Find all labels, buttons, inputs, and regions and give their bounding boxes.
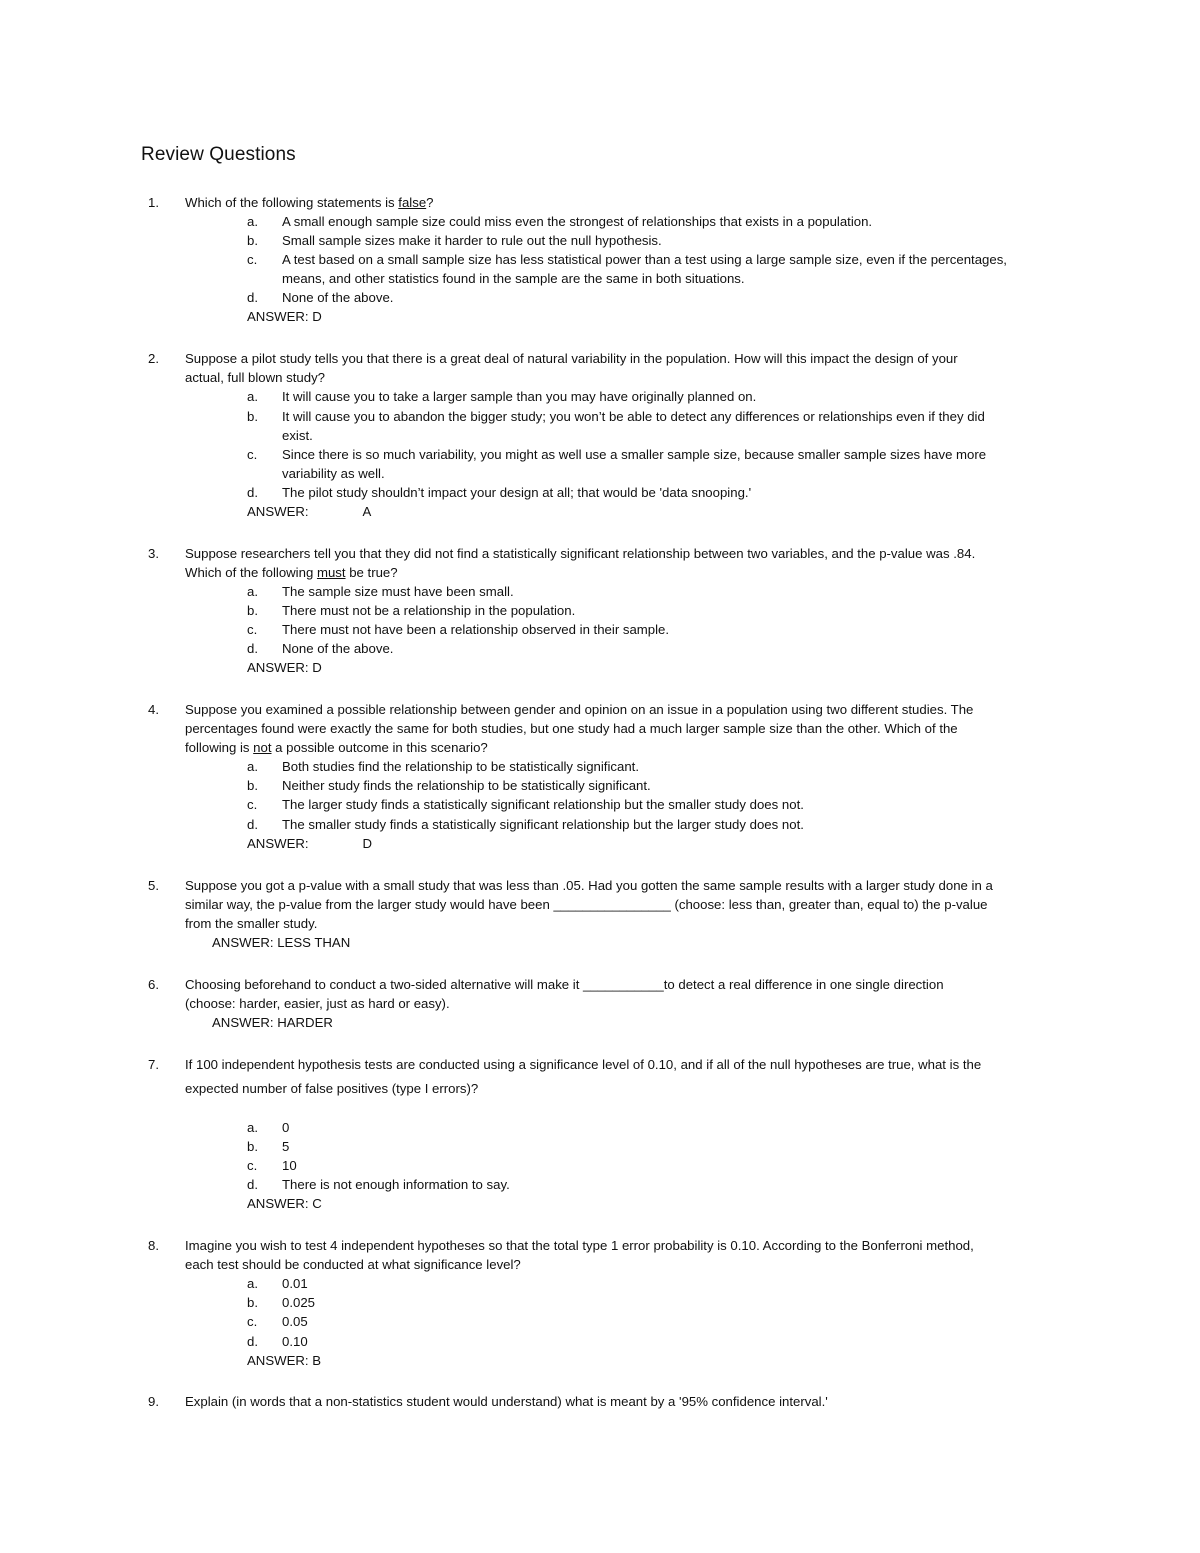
question-text: Which of the following statements is false? (185, 195, 434, 210)
option-text: A test based on a small sample size has less statistical power than a test using a large sample size, even if the percentages, (282, 252, 1007, 267)
option-label: b. (247, 409, 258, 424)
question-text: (choose: harder, easier, just as hard or easy). (185, 996, 450, 1011)
option-label: c. (247, 447, 258, 462)
option-label: c. (247, 1158, 258, 1173)
option-text: 0.01 (282, 1276, 308, 1291)
question-text: Suppose you got a p-value with a small study that was less than .05. Had you gotten the same sample results with a larger study done in a (185, 878, 993, 893)
option-text: Neither study finds the relationship to be statistically significant. (282, 778, 651, 793)
question-text: from the smaller study. (185, 916, 318, 931)
question-number: 2. (148, 351, 159, 366)
answer-line: ANSWER: C (247, 1196, 322, 1211)
option-text: The sample size must have been small. (282, 584, 514, 599)
option-label: c. (247, 252, 258, 267)
question-number: 9. (148, 1394, 159, 1409)
option-label: a. (247, 1120, 258, 1135)
question-text: actual, full blown study? (185, 370, 326, 385)
answer-line: ANSWER: HARDER (212, 1015, 333, 1030)
answer-line: ANSWER: A (247, 504, 372, 519)
option-label: a. (247, 389, 258, 404)
emphasis-underline: must (316, 565, 346, 580)
question-number: 3. (148, 546, 159, 561)
option-label: b. (247, 233, 258, 248)
option-label: a. (247, 1276, 258, 1291)
question-number: 4. (148, 702, 159, 717)
option-label: d. (247, 641, 258, 656)
option-text: 0.10 (282, 1334, 308, 1349)
option-text: 0.05 (282, 1314, 308, 1329)
page-title: Review Questions (141, 144, 296, 165)
question-text: If 100 independent hypothesis tests are conducted using a significance level of 0.10, and if all of the null hypotheses are true, what is the (185, 1057, 982, 1072)
emphasis-underline: false (398, 195, 427, 210)
question-text: Suppose you examined a possible relationship between gender and opinion on an issue in a population using two different studies. The (185, 702, 974, 717)
question-number: 7. (148, 1057, 159, 1072)
option-label: d. (247, 485, 258, 500)
answer-line: ANSWER: LESS THAN (212, 935, 351, 950)
question-text: each test should be conducted at what significance level? (185, 1257, 521, 1272)
option-label: d. (247, 1177, 258, 1192)
option-text: There must not be a relationship in the population. (282, 603, 576, 618)
option-label: a. (247, 584, 258, 599)
option-text: 10 (282, 1158, 297, 1173)
answer-line: ANSWER: D (247, 309, 322, 324)
question-text: Suppose researchers tell you that they did not find a statistically significant relationship between two variables, and the p-value was .84. (185, 546, 976, 561)
question-number: 5. (148, 878, 159, 893)
question-text: Explain (in words that a non-statistics student would understand) what is meant by a '95% confidence interval.' (185, 1394, 828, 1409)
option-text: It will cause you to take a larger sample than you may have originally planned on. (282, 389, 757, 404)
option-label: a. (247, 759, 258, 774)
option-text: exist. (282, 428, 313, 443)
option-text: means, and other statistics found in the sample are the same in both situations. (282, 271, 745, 286)
question-number: 8. (148, 1238, 159, 1253)
answer-line: ANSWER: B (247, 1353, 322, 1368)
question-text: percentages found were exactly the same for both studies, but one study had a much larger sample size than the other. Which of the (185, 721, 958, 736)
question-number: 1. (148, 195, 159, 210)
option-text: There is not enough information to say. (282, 1177, 510, 1192)
option-text: Since there is so much variability, you might as well use a smaller sample size, because smaller sample sizes have more (282, 447, 987, 462)
option-label: b. (247, 1139, 258, 1154)
question-text: Imagine you wish to test 4 independent hypotheses so that the total type 1 error probability is 0.10. According to the Bonferroni method, (185, 1238, 974, 1253)
answer-line: ANSWER: D (247, 660, 322, 675)
option-text: Both studies find the relationship to be statistically significant. (282, 759, 639, 774)
option-text: 0.025 (282, 1295, 316, 1310)
option-label: d. (247, 1334, 258, 1349)
option-label: c. (247, 797, 258, 812)
question-text: similar way, the p-value from the larger study would have been ________________ (choose: less than, greater than, equal to) the p-value (185, 897, 988, 912)
option-label: b. (247, 778, 258, 793)
option-text: variability as well. (282, 466, 385, 481)
emphasis-underline: not (253, 740, 272, 755)
option-label: a. (247, 214, 258, 229)
question-number: 6. (148, 977, 159, 992)
option-label: b. (247, 603, 258, 618)
question-text: Suppose a pilot study tells you that there is a great deal of natural variability in the population. How will this impact the design of your (185, 351, 958, 366)
option-label: c. (247, 622, 258, 637)
option-text: A small enough sample size could miss even the strongest of relationships that exists in a population. (282, 214, 873, 229)
option-text: The larger study finds a statistically significant relationship but the smaller study does not. (282, 797, 804, 812)
question-text: Which of the following must be true? (185, 565, 398, 580)
question-text: Choosing beforehand to conduct a two-sided alternative will make it ___________to detect a real difference in one single direction (185, 977, 944, 992)
option-text: There must not have been a relationship observed in their sample. (282, 622, 670, 637)
option-text: 5 (282, 1139, 290, 1154)
answer-value: A (362, 504, 372, 519)
option-text: 0 (282, 1120, 290, 1135)
answer-value: D (362, 836, 373, 851)
option-text: Small sample sizes make it harder to rule out the null hypothesis. (282, 233, 662, 248)
option-label: c. (247, 1314, 258, 1329)
question-text: following is not a possible outcome in this scenario? (185, 740, 488, 755)
answer-line: ANSWER: D (247, 836, 373, 851)
option-text: The smaller study finds a statistically significant relationship but the larger study does not. (282, 817, 804, 832)
option-text: None of the above. (282, 290, 394, 305)
option-text: It will cause you to abandon the bigger study; you won’t be able to detect any differences or relationships even if they did (282, 409, 985, 424)
option-label: d. (247, 817, 258, 832)
question-text: expected number of false positives (type I errors)? (185, 1081, 479, 1096)
option-label: d. (247, 290, 258, 305)
option-label: b. (247, 1295, 258, 1310)
option-text: The pilot study shouldn’t impact your design at all; that would be 'data snooping.' (282, 485, 752, 500)
option-text: None of the above. (282, 641, 394, 656)
